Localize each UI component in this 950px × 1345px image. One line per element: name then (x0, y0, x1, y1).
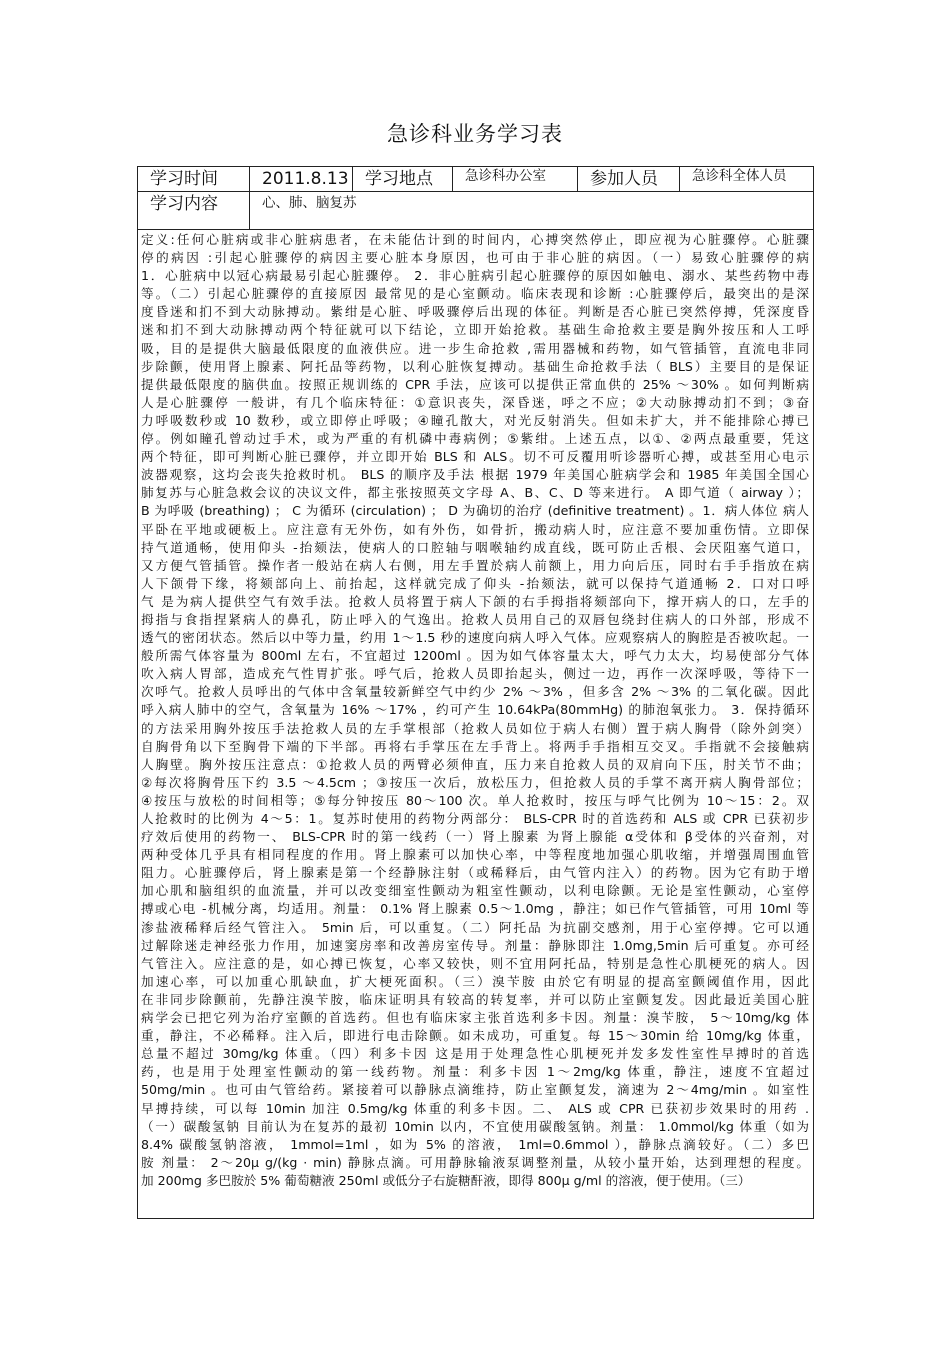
place-value: 急诊科办公室 (453, 167, 578, 191)
header-row-info (138, 167, 813, 192)
header-row-content (138, 192, 813, 230)
body-line: 1．心脏病中以冠心病最易引起心脏骤停。 2．非心脏病引起心脏骤停的原因如触电、溺水、某些药物中毒 (141, 268, 809, 284)
body-line: 提供最低限度的脑供血。按照正规训练的 CPR 手法，应该可以提供正常血供的 25% ～30% 。如何判断病 (141, 376, 809, 392)
body-line: 加心肌和脑组织的血流量，并可以改变细室性颤动为粗室性颤动，以利电除颤。无论是室性颤动，心室停 (141, 883, 809, 899)
time-value: 2011.8.13 (250, 167, 353, 191)
body-line: 度昏迷和扪不到大动脉搏动。紫绀是心脏、呼吸骤停后出现的体征。判断是否心脏已突然停搏，凭深度昏 (141, 304, 809, 320)
body-line: 搏或心电 -机械分离，均适用。剂量： 0.1% 肾上腺素 0.5～1.0mg ，静注；如已作气管插管，可用 10ml 等 (141, 901, 809, 917)
body-line: ④按压与放松的时间相等；⑤每分钟按压 80～100 次。单人抢救时，按压与呼气比例为 10～15：2。双 (141, 792, 809, 808)
body-line: 人抢救时的比例为 4～5：1。复苏时使用的药物分两部分： BLS-CPR 时的首选药和 ALS 或 CPR 已获初步 (141, 811, 809, 826)
body-line: 拇指与食指捏紧病人的鼻孔，防止呼入的气逸出。抢救人员用自己的双唇包绕封住病人的口外部，形成不 (141, 611, 809, 627)
body-line: 人下颌骨下缘，将颏部向上、前抬起，这样就完成了仰头 -抬颏法，就可以保持气道通畅 2．口对口呼 (141, 575, 809, 591)
content-label: 学习内容 (138, 192, 250, 229)
body-line: 50mg/min 。也可由气管给药。紧接着可以静脉点滴维持，防止室颤复发，滴速为 2～4mg/min 。如室性 (141, 1082, 809, 1098)
body-line: 等。（二）引起心脏骤停的直接原因 最常见的是心室颤动。临床表现和诊断 :心脏骤停后，最突出的是深 (141, 286, 809, 302)
people-value: 急诊科全体人员 (692, 168, 787, 184)
body-line: ②每次将胸骨压下约 3.5 ～4.5cm ；③按压一次后，放松压力，但抢救人员的手掌不离开病人胸骨部位； (141, 774, 809, 790)
body-line: 透气的密闭状态。然后以中等力量，约用 1～1.5 秒的速度向病人呼入气体。应观察病人的胸腔是否被吹起。一 (141, 630, 809, 646)
body-line: 平卧在平地或硬板上。应注意有无外伤，如有外伤，如骨折，搬动病人时，应注意不要加重伤情。立即保 (141, 521, 809, 537)
body-line: 的方法采用胸外按压手法抢救人员的左手掌根部（抢救人员如位于病人右侧）置于病人胸骨（除外剑突） (141, 720, 809, 736)
body-line: 停的病因 :引起心脏骤停的病因主要心脏本身原因，也可由于非心脏的病因。（一）易致心脏骤停的病 (141, 250, 809, 266)
body-line: 胺 剂量： 2～20μ g/(kg · min) 静脉点滴。可用静脉输液泵调整剂量，从较小量开始，达到理想的程度。 (141, 1154, 809, 1170)
time-label: 学习时间 (138, 167, 250, 191)
people-label: 参加人员 (578, 167, 680, 191)
body-line: 总量不超过 30mg/kg 体重。（四）利多卡因 这是用于处理急性心肌梗死并发多发性室性早搏时的首选 (141, 1046, 809, 1062)
page-title: 急诊科业务学习表 (387, 122, 563, 146)
body-line: 次呼气。抢救人员呼出的气体中含氧量较新鲜空气中约少 2% ～3% ，但多含 2% ～3% 的二氧化碳。因此 (141, 684, 809, 700)
body-line: 渗盐液稀释后经气管注入。 5min 后，可以重复。（二）阿托品 为抗副交感剂，用于心室停搏。它可以通 (141, 919, 809, 935)
body-line: 疗效后使用的药物一、 BLS-CPR 时的第一线药（一）肾上腺素 为肾上腺能 α受体和 β受体的兴奋剂，对 (141, 829, 809, 845)
body-line: 步除颤，使用肾上腺素、阿托品等药物，以利心脏恢复搏动。基础生命抢救手法（ BLS）主要目的是保证 (141, 358, 809, 374)
body-line: 早搏持续，可以每 10min 加注 0.5mg/kg 体重的利多卡因。二、 ALS 或 CPR 已获初步效果时的用药 . (141, 1100, 809, 1116)
body-line: 人是心脏骤停 一般讲，有几个临床特征：①意识丧失，深昏迷，呼之不应；②大动脉搏动扪不到；③奋 (141, 394, 809, 410)
body-line: 过解除迷走神经张力作用，加速窦房率和改善房室传导。剂量：静脉即注 1.0mg,5min 后可重复。亦可经 (141, 937, 809, 953)
body-line: 人胸壁。胸外按压注意点：①抢救人员的两臂必须伸直，压力来自抢救人员的双肩向下压，肘关节不曲； (141, 756, 809, 772)
body-line: 定义:任何心脏病或非心脏病患者，在未能估计到的时间内，心搏突然停止，即应视为心脏骤停。心脏骤 (141, 232, 809, 247)
body-line: 重，静注，不必稀释。注入后，即进行电击除颤。如未成功，可重复。每 15～30min 给 10mg/kg 体重， (141, 1028, 809, 1044)
place-label: 学习地点 (353, 167, 453, 191)
body-line: 气 是为病人提供空气有效手法。抢救人员将置于病人下颌的右手拇指将颏部向下，撑开病人的口，左手的 (141, 593, 809, 609)
study-content-body (141, 231, 809, 1190)
body-line: 又方便气管插管。操作者一般站在病人右侧，用左手置於病人前额上，用力向后压，同时右手手指放在病 (141, 557, 809, 573)
body-line: 停。例如瞳孔曾动过手术，或为严重的有机磷中毒病例；⑤紫绀。上述五点，以①、②两点最重要，凭这 (141, 431, 809, 447)
body-line: 吹入病人胃部，造成充气性胃扩张。呼气后，抢救人员即抬起头，侧过一边，再作一次深呼吸，等待下一 (141, 666, 809, 682)
body-line: 两种受体几乎具有相同程度的作用。肾上腺素可以加快心率，中等程度地加强心肌收缩，并增强周围血管 (141, 847, 809, 863)
body-line: 般所需气体容量为 800ml 左右，不宜超过 1200ml 。因为如气体容量太大，呼气力太大，均易使部分气体 (141, 648, 809, 664)
body-line: 阻力。心脏骤停后，肾上腺素是第一个经静脉注射（或稀释后，由气管内注入）的药物。因为它有助于增 (141, 865, 809, 881)
body-line: 力呼吸数秒或 10 数秒，或立即停止呼吸；④瞳孔散大，对光反射消失。但如未扩大，并不能排除心搏已 (141, 412, 809, 428)
body-line: 波器观察，这均会丧失抢救时机。 BLS 的顺序及手法 根据 1979 年美国心脏病学会和 1985 年美国全国心 (141, 467, 809, 483)
body-line: （一）碳酸氢钠 目前认为在复苏的最初 10min 以内，不宜使用碳酸氢钠。剂量： 1.0mmol/kg 体重（如为 (141, 1118, 809, 1134)
body-line: 持气道通畅，使用仰头 -抬颏法，使病人的口腔轴与咽喉轴约成直线，既可防止舌根、会厌阻塞气道口， (141, 539, 809, 555)
body-line: 药，也是用于处理室性颤动的第一线药物。剂量：利多卡因 1～2mg/kg 体重，静注，速度不宜超过 (141, 1064, 809, 1080)
body-line: 吸，目的是提供大脑最低限度的血液供应。进一步生命抢救 ,需用器械和药物，如气管插管，直流电非同 (141, 340, 809, 356)
body-line: 自胸骨角以下至胸骨下端的下半部。再将右手掌压在左手背上。将两手手指相互交叉。手指就不会接触病 (141, 738, 809, 754)
content-value: 心、肺、脑复苏 (262, 195, 357, 211)
body-line: 肺复苏与心脏急救会议的决议文件，都主张按照英文字母 A、B、C、D 等来进行。 A 即气道（ airway ）； (141, 485, 809, 501)
body-line: B 为呼吸 (breathing) ； C 为循环 (circulation) ； D 为确切的治疗 (definitive treatment) 。1．病人体位 病人 (141, 503, 809, 519)
body-line: 加 200mg 多巴胺於 5% 葡萄糖液 250ml 或低分子右旋糖酐液，即得 800μ g/ml 的溶液，便于使用。（三） (141, 1172, 751, 1188)
body-line: 气管注入。应注意的是，如心搏已恢复，心率又较快，则不宜用阿托品，特别是急性心肌梗死的病人。因 (141, 955, 809, 971)
body-line: 呼入病人肺中的空气，含氧量为 16% ～17% ，约可产生 10.64kPa(80mmHg) 的肺泡氧张力。 3．保持循环 (141, 702, 809, 718)
body-line: 在非同步除颤前，先静注溴苄胺，临床证明具有较高的转复率，并可以防止室颤复发。因此最近美国心脏 (141, 991, 809, 1007)
body-line: 加速心率，可以加重心肌缺血，扩大梗死面积。（三）溴苄胺 由於它有明显的提高室颤阈值作用，因此 (141, 973, 809, 989)
body-line: 迷和扪不到大动脉搏动两个特征就可以下结论，立即开始抢救。基础生命抢救主要是胸外按压和人工呼 (141, 322, 809, 338)
study-record-table (137, 166, 814, 1219)
body-line: 8.4% 碳酸氢钠溶液， 1mmol=1ml ，如为 5% 的溶液， 1ml=0.6mmol ），静脉点滴较好。（二）多巴 (141, 1136, 809, 1152)
body-line: 两个特征，即可判断心脏已骤停，并立即开始 BLS 和 ALS。切不可反覆用听诊器听心搏，或甚至用心电示 (141, 449, 809, 465)
body-line: 病学会已把它列为治疗室颤的首选药。但也有临床家主张首选利多卡因。剂量：溴苄胺， 5～10mg/kg 体 (141, 1010, 809, 1026)
